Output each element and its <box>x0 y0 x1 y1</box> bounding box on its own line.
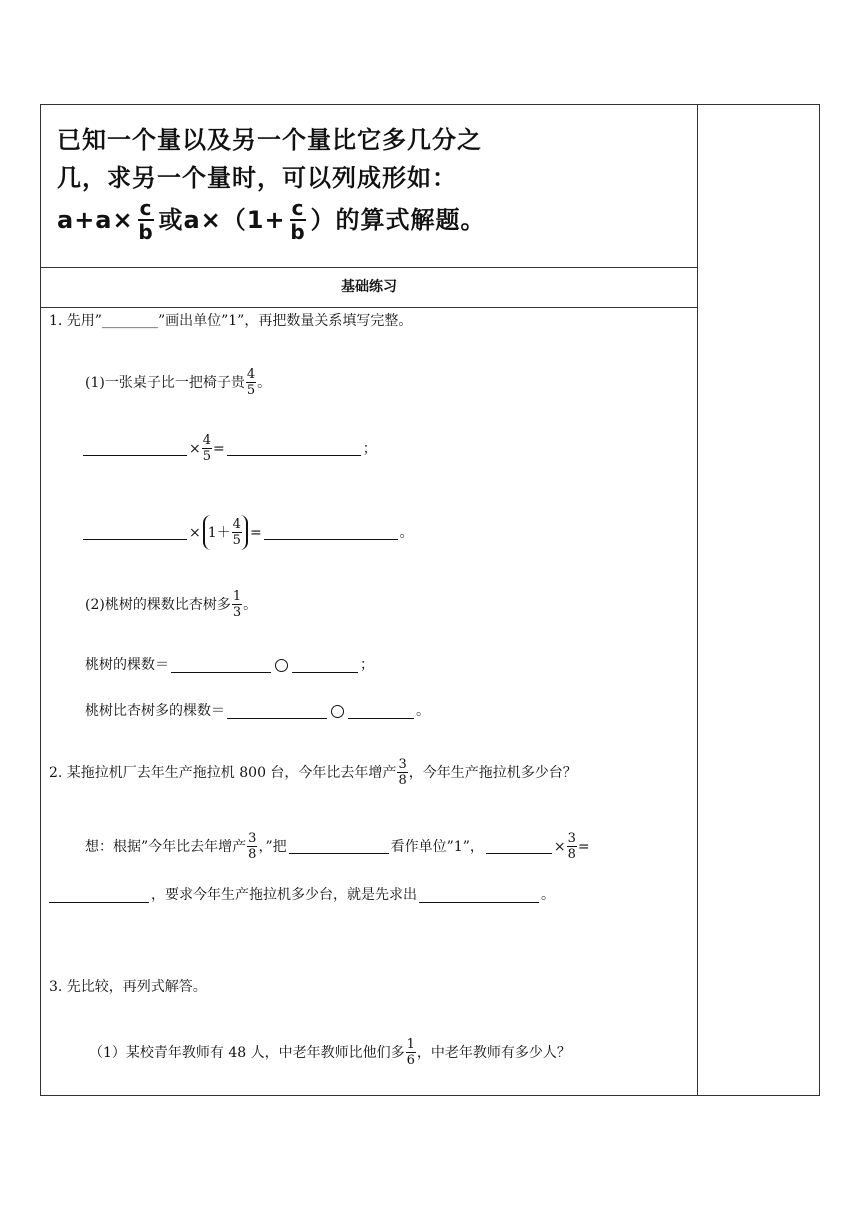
fraction: $\frac{4}{5}$ <box>246 367 256 398</box>
answer-blank[interactable] <box>348 704 414 719</box>
operator-circle[interactable] <box>275 659 288 672</box>
answer-blank[interactable] <box>486 839 552 854</box>
answer-blank[interactable] <box>83 525 187 540</box>
formula-part: a+a× <box>57 206 134 234</box>
answer-blank[interactable] <box>292 658 358 673</box>
q1-equation-2: × 1＋ $\frac{4}{5}$ = 。 <box>81 515 414 550</box>
fraction: $\frac{1}{3}$ <box>232 589 242 620</box>
parenthesis-group: 1＋ $\frac{4}{5}$ <box>203 515 248 550</box>
q1-peach-1: 桃树的棵数＝ ； <box>85 657 374 673</box>
fraction: $\frac{3}{8}$ <box>248 831 257 862</box>
column-divider <box>697 105 698 1095</box>
worksheet-table <box>40 104 820 1096</box>
q2-think-line2: ，要求今年生产拖拉机多少台，就是先求出 。 <box>47 885 555 905</box>
q1-sub2: (2)桃树的棵数比杏树多 $\frac{1}{3}$ 。 <box>85 589 258 620</box>
fraction-c-b: $\frac{c}{b}$ <box>290 196 306 244</box>
fraction: $\frac{4}{5}$ <box>232 517 241 548</box>
q1-sub1: (1)一张桌子比一把椅子贵 $\frac{4}{5}$ 。 <box>85 367 272 398</box>
answer-blank[interactable] <box>227 441 361 456</box>
fraction: $\frac{4}{5}$ <box>202 433 212 464</box>
summary-line2: 几，求另一个量时，可以列成形如： <box>57 164 457 192</box>
answer-blank[interactable] <box>419 888 539 903</box>
formula-part: ）的算式解题。 <box>310 206 486 234</box>
answer-blank[interactable] <box>264 525 398 540</box>
answer-blank[interactable] <box>227 704 327 719</box>
summary-line1: 已知一个量以及另一个量比它多几分之 <box>57 126 482 154</box>
q3-sub1: （1）某校青年教师有 48 人，中老年教师比他们多 $\frac{1}{6}$ ，中老年教师有多少人？ <box>89 1037 571 1068</box>
answer-blank[interactable] <box>83 441 187 456</box>
fraction: $\frac{3}{8}$ <box>398 757 407 788</box>
summary-formula <box>57 197 677 243</box>
row-divider <box>41 307 697 308</box>
answer-blank[interactable] <box>49 888 149 903</box>
fraction-c-b: $\frac{c}{b}$ <box>138 196 154 244</box>
q2-stem: 2. 某拖拉机厂去年生产拖拉机 800 台，今年比去年增产 $\frac{3}{8}$ ，今年生产拖拉机多少台？ <box>49 757 577 788</box>
answer-blank[interactable] <box>171 658 271 673</box>
q1-stem: 1. 先用”________”画出单位”1”，再把数量关系填写完整。 <box>49 313 413 329</box>
answer-blank[interactable] <box>289 839 389 854</box>
q1-equation-1: × $\frac{4}{5}$ = ； <box>81 433 377 464</box>
q1-peach-2: 桃树比杏树多的棵数＝ 。 <box>85 703 430 719</box>
q3-stem: 3. 先比较，再列式解答。 <box>49 979 207 995</box>
fraction: $\frac{3}{8}$ <box>567 831 576 862</box>
summary-box <box>57 121 677 243</box>
fraction: $\frac{1}{6}$ <box>406 1037 415 1068</box>
q2-think: 想：根据”今年比去年增产 $\frac{3}{8}$ ，”把 看作单位”1”， × $\frac{3}{8}$ = <box>85 831 590 862</box>
formula-part: 或a×（1+ <box>158 206 286 234</box>
section-title: 基础练习 <box>341 279 397 295</box>
operator-circle[interactable] <box>331 705 344 718</box>
